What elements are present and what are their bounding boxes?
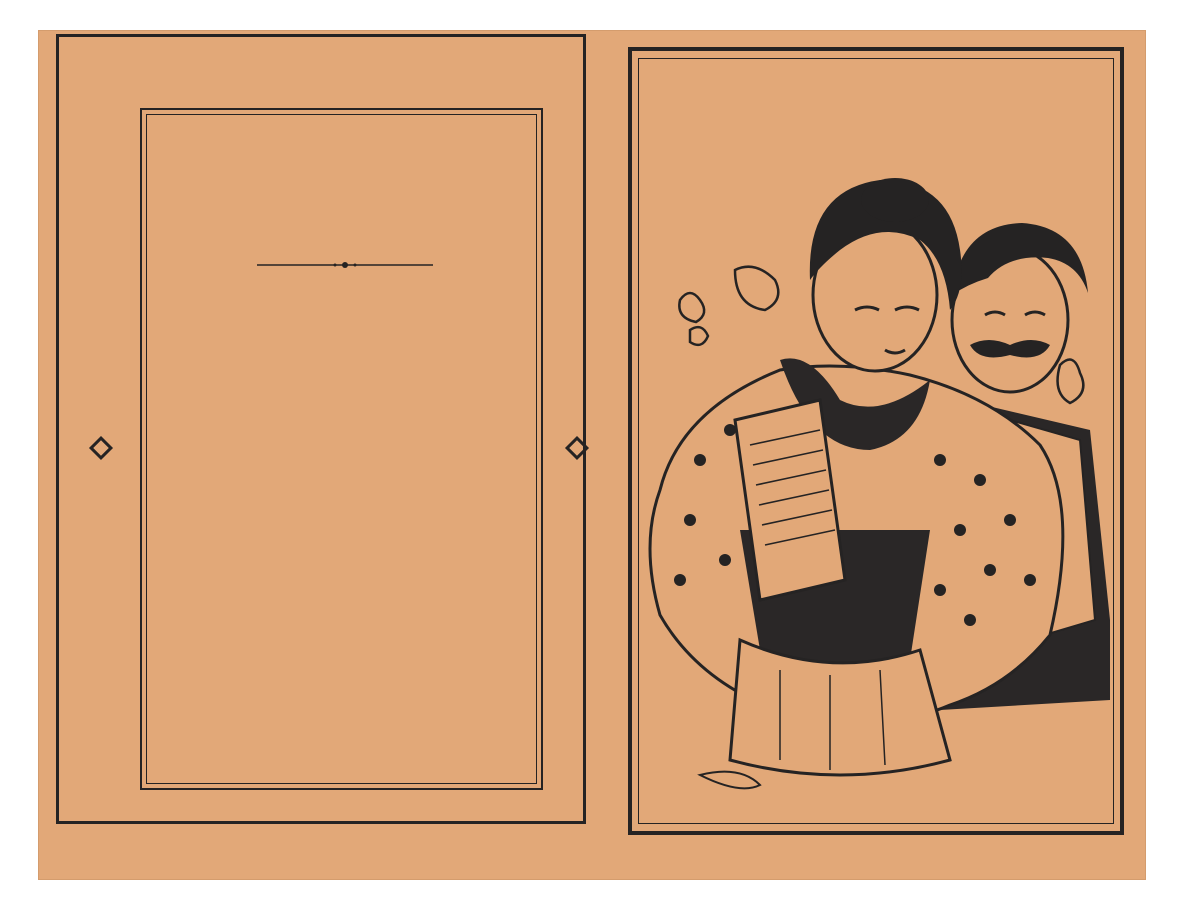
heading-divider <box>257 259 433 271</box>
right-diamond-ornament <box>567 438 587 458</box>
left-diamond-ornament <box>91 438 111 458</box>
couple-illustration <box>640 60 1116 820</box>
text-frame-inner <box>146 114 537 784</box>
